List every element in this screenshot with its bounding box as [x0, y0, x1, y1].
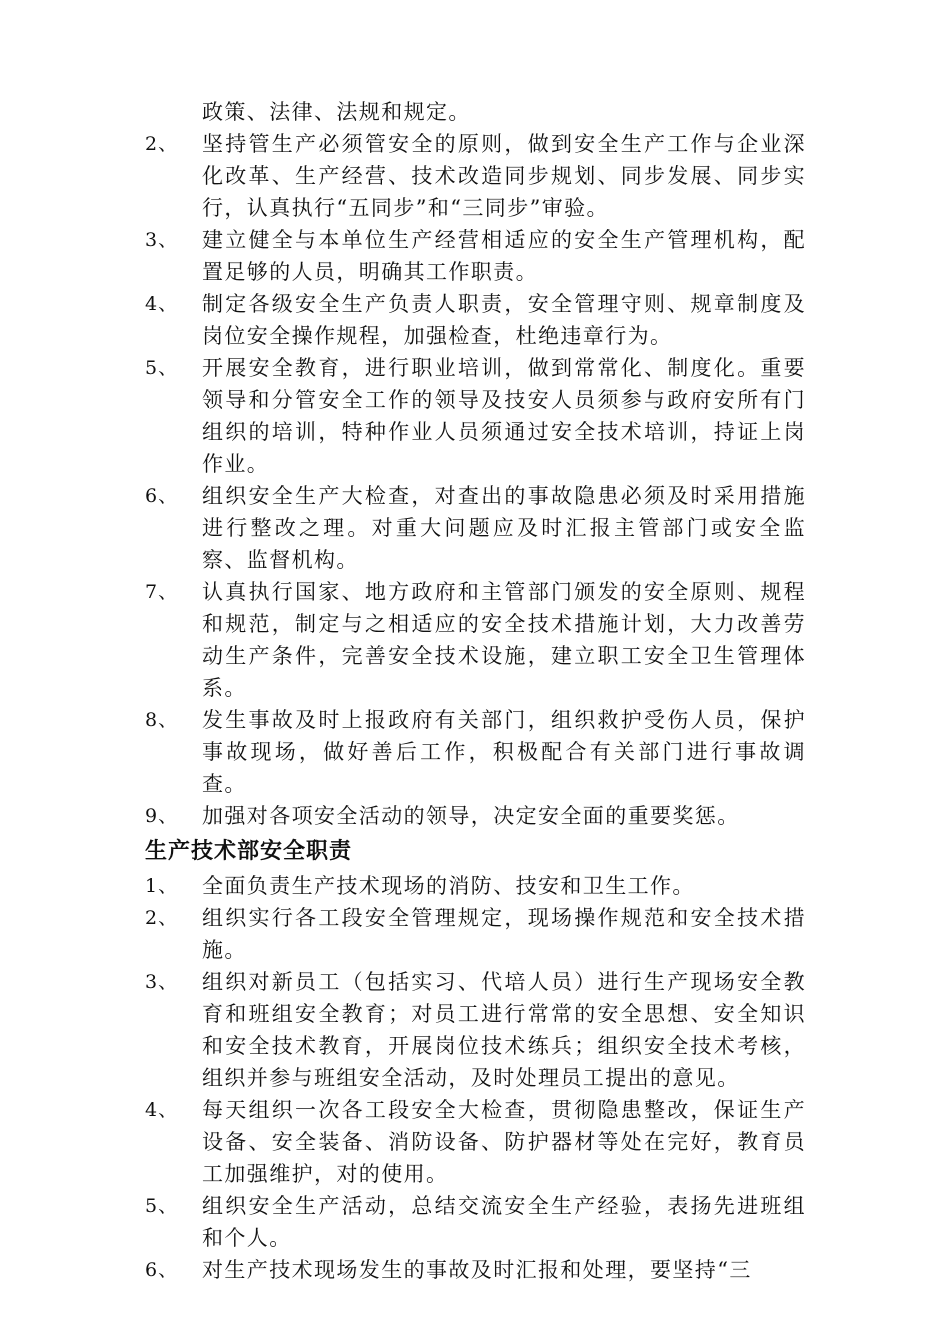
document-body — [145, 96, 810, 1286]
item-text: 认真执行国家、地方政府和主管部门颁发的安全原则、规程和规范，制定与之相适应的安全技术措施计划，大力改善劳动生产条件，完善安全技术设施，建立职工安全卫生管理体系。 — [202, 580, 806, 700]
item-text: 组织安全生产活动，总结交流安全生产经验，表扬先进班组和个人。 — [202, 1194, 806, 1250]
item-text: 全面负责生产技术现场的消防、技安和卫生工作。 — [202, 874, 695, 898]
list-item — [145, 1190, 810, 1254]
list-item — [145, 352, 810, 480]
item-number: 2、 — [145, 907, 179, 929]
section-heading: 生产技术部安全职责 — [145, 839, 353, 864]
item-text: 组织安全生产大检查，对查出的事故隐患必须及时采用措施进行整改之理。对重大问题应及时汇报主管部门或安全监察、监督机构。 — [202, 484, 806, 572]
list-item — [145, 704, 810, 800]
item-text: 开展安全教育，进行职业培训，做到常常化、制度化。重要领导和分管安全工作的领导及技安人员须参与政府安所有门组织的培训，特种作业人员须通过安全技术培训，持证上岗作业。 — [202, 356, 806, 476]
list-item — [145, 800, 810, 832]
item-text: 对生产技术现场发生的事故及时汇报和处理，要坚持“三 — [202, 1258, 752, 1282]
item-number: 4、 — [145, 293, 179, 315]
list-item — [145, 224, 810, 288]
item-number: 9、 — [145, 805, 179, 827]
production-tech-duties-list — [145, 870, 810, 1286]
list-item — [145, 1094, 810, 1190]
list-item — [145, 870, 810, 902]
item-number: 4、 — [145, 1099, 179, 1121]
company-duties-list — [145, 128, 810, 832]
item-text: 坚持管生产必须管安全的原则，做到安全生产工作与企业深化改革、生产经营、技术改造同步规划、同步发展、同步实行，认真执行“五同步”和“三同步”审验。 — [202, 132, 806, 220]
list-item — [145, 576, 810, 704]
item-number: 6、 — [145, 485, 179, 507]
item-text: 每天组织一次各工段安全大检查，贯彻隐患整改，保证生产设备、安全装备、消防设备、防护器材等处在完好，教育员工加强维护，对的使用。 — [202, 1098, 806, 1186]
list-item — [145, 1254, 810, 1286]
list-item — [145, 288, 810, 352]
continued-paragraph: 政策、法律、法规和规定。 — [202, 100, 471, 124]
list-item — [145, 480, 810, 576]
item-text: 加强对各项安全活动的领导，决定安全面的重要奖惩。 — [202, 804, 740, 828]
item-text: 发生事故及时上报政府有关部门，组织救护受伤人员，保护事故现场，做好善后工作，积极配合有关部门进行事故调查。 — [202, 708, 806, 796]
item-number: 8、 — [145, 709, 179, 731]
item-number: 7、 — [145, 581, 179, 603]
item-number: 5、 — [145, 357, 179, 379]
item-number: 6、 — [145, 1259, 179, 1281]
list-item — [145, 902, 810, 966]
item-number: 1、 — [145, 875, 179, 897]
item-text: 制定各级安全生产负责人职责，安全管理守则、规章制度及岗位安全操作规程，加强检查，杜绝违章行为。 — [202, 292, 806, 348]
list-item — [145, 966, 810, 1094]
item-text: 建立健全与本单位生产经营相适应的安全生产管理机构，配置足够的人员，明确其工作职责。 — [202, 228, 806, 284]
item-number: 3、 — [145, 971, 179, 993]
item-number: 3、 — [145, 229, 179, 251]
item-text: 组织实行各工段安全管理规定，现场操作规范和安全技术措施。 — [202, 906, 806, 962]
item-text: 组织对新员工（包括实习、代培人员）进行生产现场安全教育和班组安全教育；对员工进行常常的安全思想、安全知识和安全技术教育，开展岗位技术练兵；组织安全技术考核，组织并参与班组安全活动，及时处理员工提出的意见。 — [202, 970, 806, 1090]
list-item — [145, 128, 810, 224]
item-number: 5、 — [145, 1195, 179, 1217]
item-number: 2、 — [145, 133, 179, 155]
